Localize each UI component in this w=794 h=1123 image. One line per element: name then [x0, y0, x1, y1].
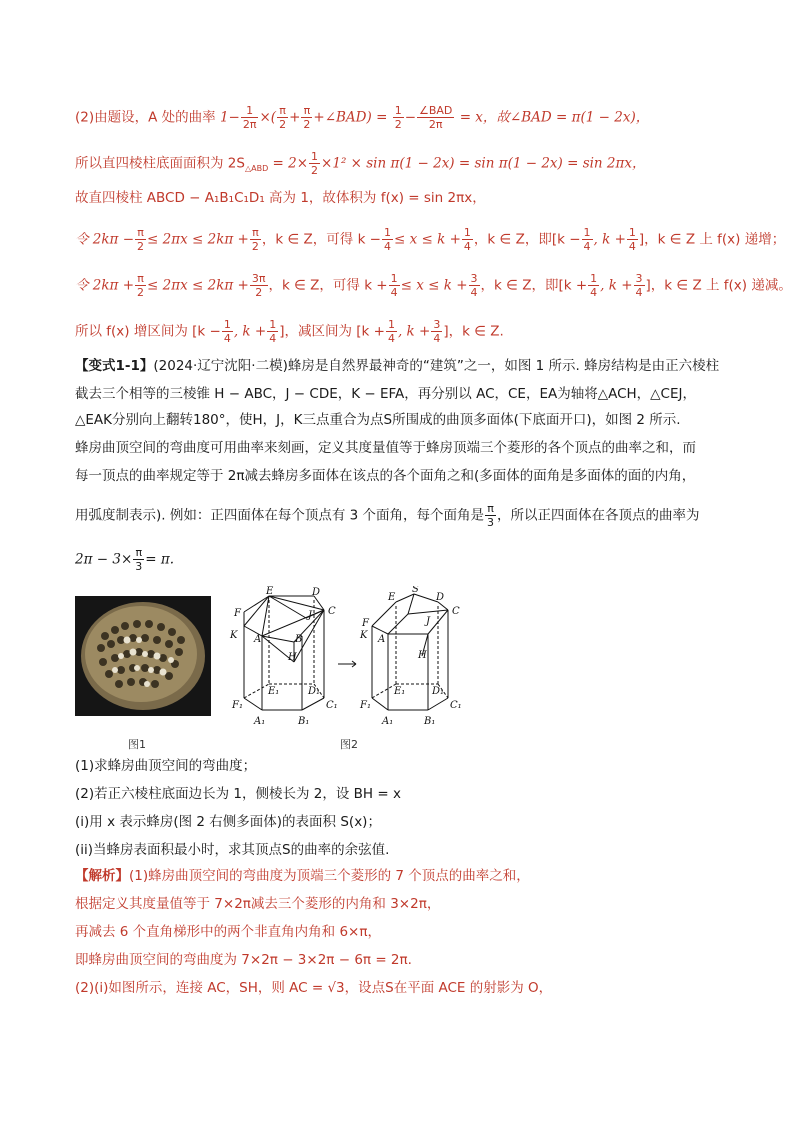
label-H: H: [288, 652, 297, 663]
math: +: [289, 109, 301, 126]
variant-line6: 用弧度制表示). 例如：正四面体在每个顶点有 3 个面角，每个面角是 $\frac{\pi}{3}$ ，所以正四面体在各顶点的曲率为: [75, 502, 700, 529]
label-E-right: E: [388, 592, 396, 603]
text: (2024·辽宁沈阳·二模)蜂房是自然界最神奇的“建筑”之一，如图 1 所示. 蜂房结构是由正六棱柱: [153, 358, 720, 374]
label-C-right: C: [452, 606, 460, 617]
text: (2)由题设，A 处的曲率: [75, 109, 216, 126]
variant-line3: △EAK分别向上翻转180°，使H，J，K三点重合为点S所围成的曲顶多面体(下底面开口)，如图 2 所示.: [75, 412, 681, 428]
solution-tag: 【解析】: [75, 868, 129, 884]
label-A1-right: A₁: [382, 716, 394, 727]
label-D-right: D: [436, 592, 445, 603]
math: 1−: [219, 109, 240, 126]
label-F1-right: F₁: [360, 700, 371, 711]
honeycomb-photo: [75, 596, 211, 716]
solution-part2-line4: 令 2kπ − $\frac{\pi}{2}$ ≤ 2πx ≤ 2kπ + $\frac{\pi}{2}$ ，k ∈ Z，可得 k − $\frac{1}{4}$ ≤ x ≤ k + $\frac{1}{4}$ ，k ∈ Z，即[k − $\frac{1}{4}$ , k + $\frac{1}{4}$ ]，k ∈ Z 上 f(x) 递增；: [75, 226, 786, 253]
variant-line4: 蜂房曲顶空间的弯曲度可用曲率来刻画，定义其度量值等于蜂房顶端三个菱形的各个顶点的曲率之和，而: [75, 440, 696, 456]
variant-line1: [75, 356, 734, 376]
solution-part2-line6: 所以 f(x) 增区间为 [k − $\frac{1}{4}$ , k + $\frac{1}{4}$ ]，减区间为 [k + $\frac{1}{4}$ , k + $\frac{3}{4}$ ]，k ∈ Z.: [75, 318, 504, 345]
solution-part2-line3: 故直四棱柱 ABCD − A₁B₁C₁D₁ 高为 1，故体积为 f(x) = sin 2πx，: [75, 190, 486, 206]
label-C: C: [328, 606, 336, 617]
question-2-ii: (ii)当蜂房表面积最小时，求其顶点S的曲率的余弦值.: [75, 842, 390, 858]
math: ×1² × sin π(1 − 2x) = sin π(1 − 2x) = sin 2πx，: [321, 155, 646, 172]
solution-line5: (2)(i)如图所示，连接 AC，SH，则 AC = √3，设点S在平面 ACE 的射影为 O，: [75, 980, 553, 996]
label-K: K: [230, 630, 238, 641]
fraction: $\frac{\text{∠BAD}}{2\pi}$: [419, 104, 453, 131]
label-B1-right: B₁: [424, 716, 436, 727]
figure1-caption: 图1: [128, 738, 146, 751]
label-D: D: [312, 587, 321, 598]
solution-line3: 再减去 6 个直角梯形中的两个非直角内角和 6×π，: [75, 924, 381, 940]
math: = 2×: [272, 155, 309, 172]
variant-line2: 截去三个相等的三棱锥 H − ABC，J − CDE，K − EFA，再分别以 AC，CE，EA为轴将△ACH，△CEJ，: [75, 386, 696, 402]
label-H-right: H: [418, 650, 427, 661]
math: ×(: [259, 109, 277, 126]
label-A: A: [254, 634, 262, 645]
label-D1: D₁: [308, 686, 321, 697]
math: = x，故∠BAD = π(1 − 2x)，: [459, 109, 650, 126]
solution-line2: 根据定义其度量值等于 7×2π减去三个菱形的内角和 3×2π，: [75, 896, 441, 912]
question-1: (1)求蜂房曲顶空间的弯曲度；: [75, 758, 257, 774]
text: (1)蜂房曲顶空间的弯曲度为顶端三个菱形的 7 个顶点的曲率之和，: [129, 868, 530, 884]
label-A-right: A: [378, 634, 386, 645]
math: +∠BAD) =: [313, 109, 388, 126]
label-E1-right: E₁: [394, 686, 406, 697]
label-C1: C₁: [326, 700, 338, 711]
question-2: (2)若正六棱柱底面边长为 1，侧棱长为 2，设 BH = x: [75, 786, 401, 802]
honeycomb-illustration: [75, 596, 211, 716]
solution-part2-line2: [75, 150, 734, 179]
solution-part2-line5: 令 2kπ + $\frac{\pi}{2}$ ≤ 2πx ≤ 2kπ + $\frac{3\pi}{2}$ ，k ∈ Z，可得 k + $\frac{1}{4}$ ≤ x ≤ k + $\frac{3}{4}$ ，k ∈ Z，即[k + $\frac{1}{4}$ , k + $\frac{3}{4}$ ]，k ∈ Z 上 f(x) 递减。: [75, 272, 792, 299]
label-J-right: J: [426, 616, 431, 627]
label-A1: A₁: [254, 716, 266, 727]
variant-tag: 【变式1-1】: [75, 358, 154, 374]
honeycomb-geometry-diagram: [222, 586, 484, 736]
fraction: $\frac{\pi}{2}$: [279, 104, 287, 131]
solution-line4: 即蜂房曲顶空间的弯曲度为 7×2π − 3×2π − 6π = 2π.: [75, 952, 412, 968]
label-E1: E₁: [268, 686, 280, 697]
label-B: B: [295, 634, 303, 645]
fraction: $\frac{1}{2\pi}$: [242, 104, 257, 131]
label-D1-right: D₁: [432, 686, 445, 697]
label-F: F: [234, 608, 241, 619]
fraction: $\frac{1}{2}$: [311, 150, 319, 177]
question-2-i: (i)用 x 表示蜂房(图 2 右侧多面体)的表面积 S(x)；: [75, 814, 381, 830]
fraction: $\frac{1}{2}$: [394, 104, 402, 131]
subscript: △ABD: [244, 164, 269, 174]
label-S: S: [412, 586, 419, 595]
label-K-right: K: [360, 630, 368, 641]
label-C1-right: C₁: [450, 700, 462, 711]
text: 所以直四棱柱底面面积为 2S: [75, 155, 245, 172]
solution-line1: [75, 866, 734, 886]
fraction: $\frac{\pi}{2}$: [303, 104, 311, 131]
figure2-caption: 图2: [340, 738, 358, 751]
math: −: [404, 109, 416, 126]
variant-line5: 每一顶点的曲率规定等于 2π减去蜂房多面体在该点的各个面角之和(多面体的面角是多面体的面的内角，: [75, 468, 696, 484]
label-B1: B₁: [298, 716, 310, 727]
label-F1: F₁: [232, 700, 243, 711]
solution-part2-line1: [75, 104, 734, 131]
label-J: J: [308, 610, 313, 621]
label-F-right: F: [362, 618, 369, 629]
variant-line7: 2π − 3× $\frac{\pi}{3}$ = π.: [75, 546, 175, 573]
label-E: E: [266, 586, 274, 597]
